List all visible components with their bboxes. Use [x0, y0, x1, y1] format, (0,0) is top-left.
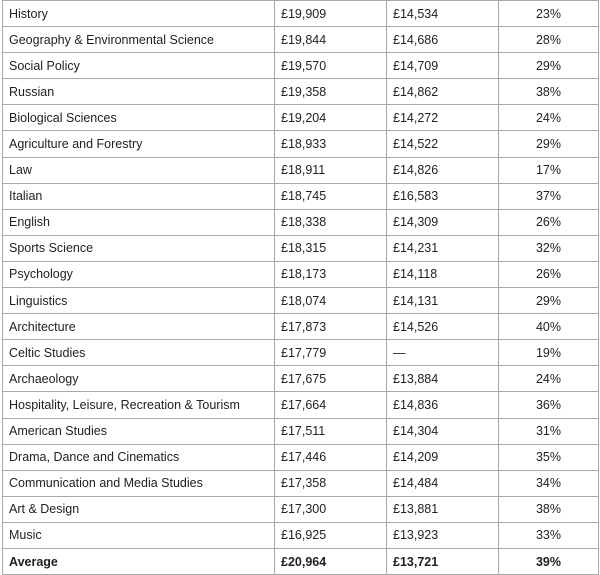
percent-cell: 32% [499, 235, 599, 261]
percent-cell: 28% [499, 27, 599, 53]
value-cell-2: £14,709 [387, 53, 499, 79]
value-cell-1: £18,911 [275, 157, 387, 183]
value-cell-1: £19,844 [275, 27, 387, 53]
value-cell-1: £19,570 [275, 53, 387, 79]
value-cell-1: £17,873 [275, 314, 387, 340]
subject-cell: Law [3, 157, 275, 183]
value-cell-1: £19,358 [275, 79, 387, 105]
subject-cell: Agriculture and Forestry [3, 131, 275, 157]
table-row [3, 261, 599, 287]
value-cell-2: £16,583 [387, 183, 499, 209]
value-cell-2: £14,272 [387, 105, 499, 131]
value-cell-1: £19,909 [275, 1, 387, 27]
value-cell-2: £13,923 [387, 522, 499, 548]
subject-cell: Archaeology [3, 366, 275, 392]
subject-cell: Social Policy [3, 53, 275, 79]
value-cell-2: £14,118 [387, 261, 499, 287]
percent-cell: 31% [499, 418, 599, 444]
value-cell-1: £17,664 [275, 392, 387, 418]
percent-cell: 29% [499, 131, 599, 157]
value-cell-2: £14,522 [387, 131, 499, 157]
table-row [3, 105, 599, 131]
value-cell-2: £14,484 [387, 470, 499, 496]
value-cell-1: £18,745 [275, 183, 387, 209]
subject-cell: American Studies [3, 418, 275, 444]
subject-cell: Sports Science [3, 235, 275, 261]
percent-cell: 24% [499, 366, 599, 392]
value-cell-1: £17,511 [275, 418, 387, 444]
value-cell-2: £14,304 [387, 418, 499, 444]
table-row [3, 235, 599, 261]
table-row [3, 27, 599, 53]
value-cell-2: £13,884 [387, 366, 499, 392]
subject-cell: Average [3, 548, 275, 574]
percent-cell: 39% [499, 548, 599, 574]
value-cell-1: £18,933 [275, 131, 387, 157]
table-row [3, 288, 599, 314]
table-row [3, 470, 599, 496]
percent-cell: 38% [499, 496, 599, 522]
subject-cell: Psychology [3, 261, 275, 287]
subject-cell: History [3, 1, 275, 27]
table-row [3, 1, 599, 27]
percent-cell: 33% [499, 522, 599, 548]
value-cell-2: £14,534 [387, 1, 499, 27]
table-row [3, 53, 599, 79]
salary-table-container [2, 0, 598, 575]
subject-cell: Architecture [3, 314, 275, 340]
value-cell-1: £20,964 [275, 548, 387, 574]
subject-cell: Linguistics [3, 288, 275, 314]
table-row [3, 522, 599, 548]
subject-cell: Russian [3, 79, 275, 105]
subject-cell: English [3, 209, 275, 235]
value-cell-2: £14,686 [387, 27, 499, 53]
percent-cell: 29% [499, 53, 599, 79]
value-cell-2: £13,881 [387, 496, 499, 522]
percent-cell: 36% [499, 392, 599, 418]
percent-cell: 37% [499, 183, 599, 209]
table-row [3, 209, 599, 235]
subject-cell: Geography & Environmental Science [3, 27, 275, 53]
subject-cell: Italian [3, 183, 275, 209]
value-cell-2: £14,526 [387, 314, 499, 340]
value-cell-2: £14,862 [387, 79, 499, 105]
percent-cell: 17% [499, 157, 599, 183]
table-row [3, 340, 599, 366]
value-cell-1: £17,779 [275, 340, 387, 366]
table-row [3, 131, 599, 157]
subject-cell: Music [3, 522, 275, 548]
percent-cell: 26% [499, 209, 599, 235]
table-row [3, 392, 599, 418]
value-cell-1: £17,300 [275, 496, 387, 522]
value-cell-2: £14,209 [387, 444, 499, 470]
value-cell-1: £18,173 [275, 261, 387, 287]
subject-cell: Biological Sciences [3, 105, 275, 131]
value-cell-2: £14,309 [387, 209, 499, 235]
table-body [3, 1, 599, 575]
subject-cell: Art & Design [3, 496, 275, 522]
table-row [3, 183, 599, 209]
value-cell-2: £14,836 [387, 392, 499, 418]
value-cell-2: £13,721 [387, 548, 499, 574]
value-cell-1: £18,074 [275, 288, 387, 314]
subject-cell: Drama, Dance and Cinematics [3, 444, 275, 470]
value-cell-2: £14,826 [387, 157, 499, 183]
percent-cell: 19% [499, 340, 599, 366]
percent-cell: 24% [499, 105, 599, 131]
percent-cell: 34% [499, 470, 599, 496]
value-cell-1: £16,925 [275, 522, 387, 548]
value-cell-2: £14,131 [387, 288, 499, 314]
table-row [3, 79, 599, 105]
percent-cell: 29% [499, 288, 599, 314]
percent-cell: 38% [499, 79, 599, 105]
percent-cell: 23% [499, 1, 599, 27]
salary-table [2, 0, 599, 575]
table-row [3, 366, 599, 392]
percent-cell: 40% [499, 314, 599, 340]
subject-cell: Celtic Studies [3, 340, 275, 366]
value-cell-1: £17,675 [275, 366, 387, 392]
value-cell-1: £19,204 [275, 105, 387, 131]
percent-cell: 26% [499, 261, 599, 287]
subject-cell: Hospitality, Leisure, Recreation & Tourism [3, 392, 275, 418]
table-row [3, 314, 599, 340]
percent-cell: 35% [499, 444, 599, 470]
value-cell-1: £18,315 [275, 235, 387, 261]
value-cell-1: £18,338 [275, 209, 387, 235]
subject-cell: Communication and Media Studies [3, 470, 275, 496]
value-cell-1: £17,446 [275, 444, 387, 470]
value-cell-2: £14,231 [387, 235, 499, 261]
table-row [3, 496, 599, 522]
value-cell-1: £17,358 [275, 470, 387, 496]
table-row [3, 444, 599, 470]
table-row [3, 418, 599, 444]
average-row [3, 548, 599, 574]
value-cell-2: — [387, 340, 499, 366]
table-row [3, 157, 599, 183]
